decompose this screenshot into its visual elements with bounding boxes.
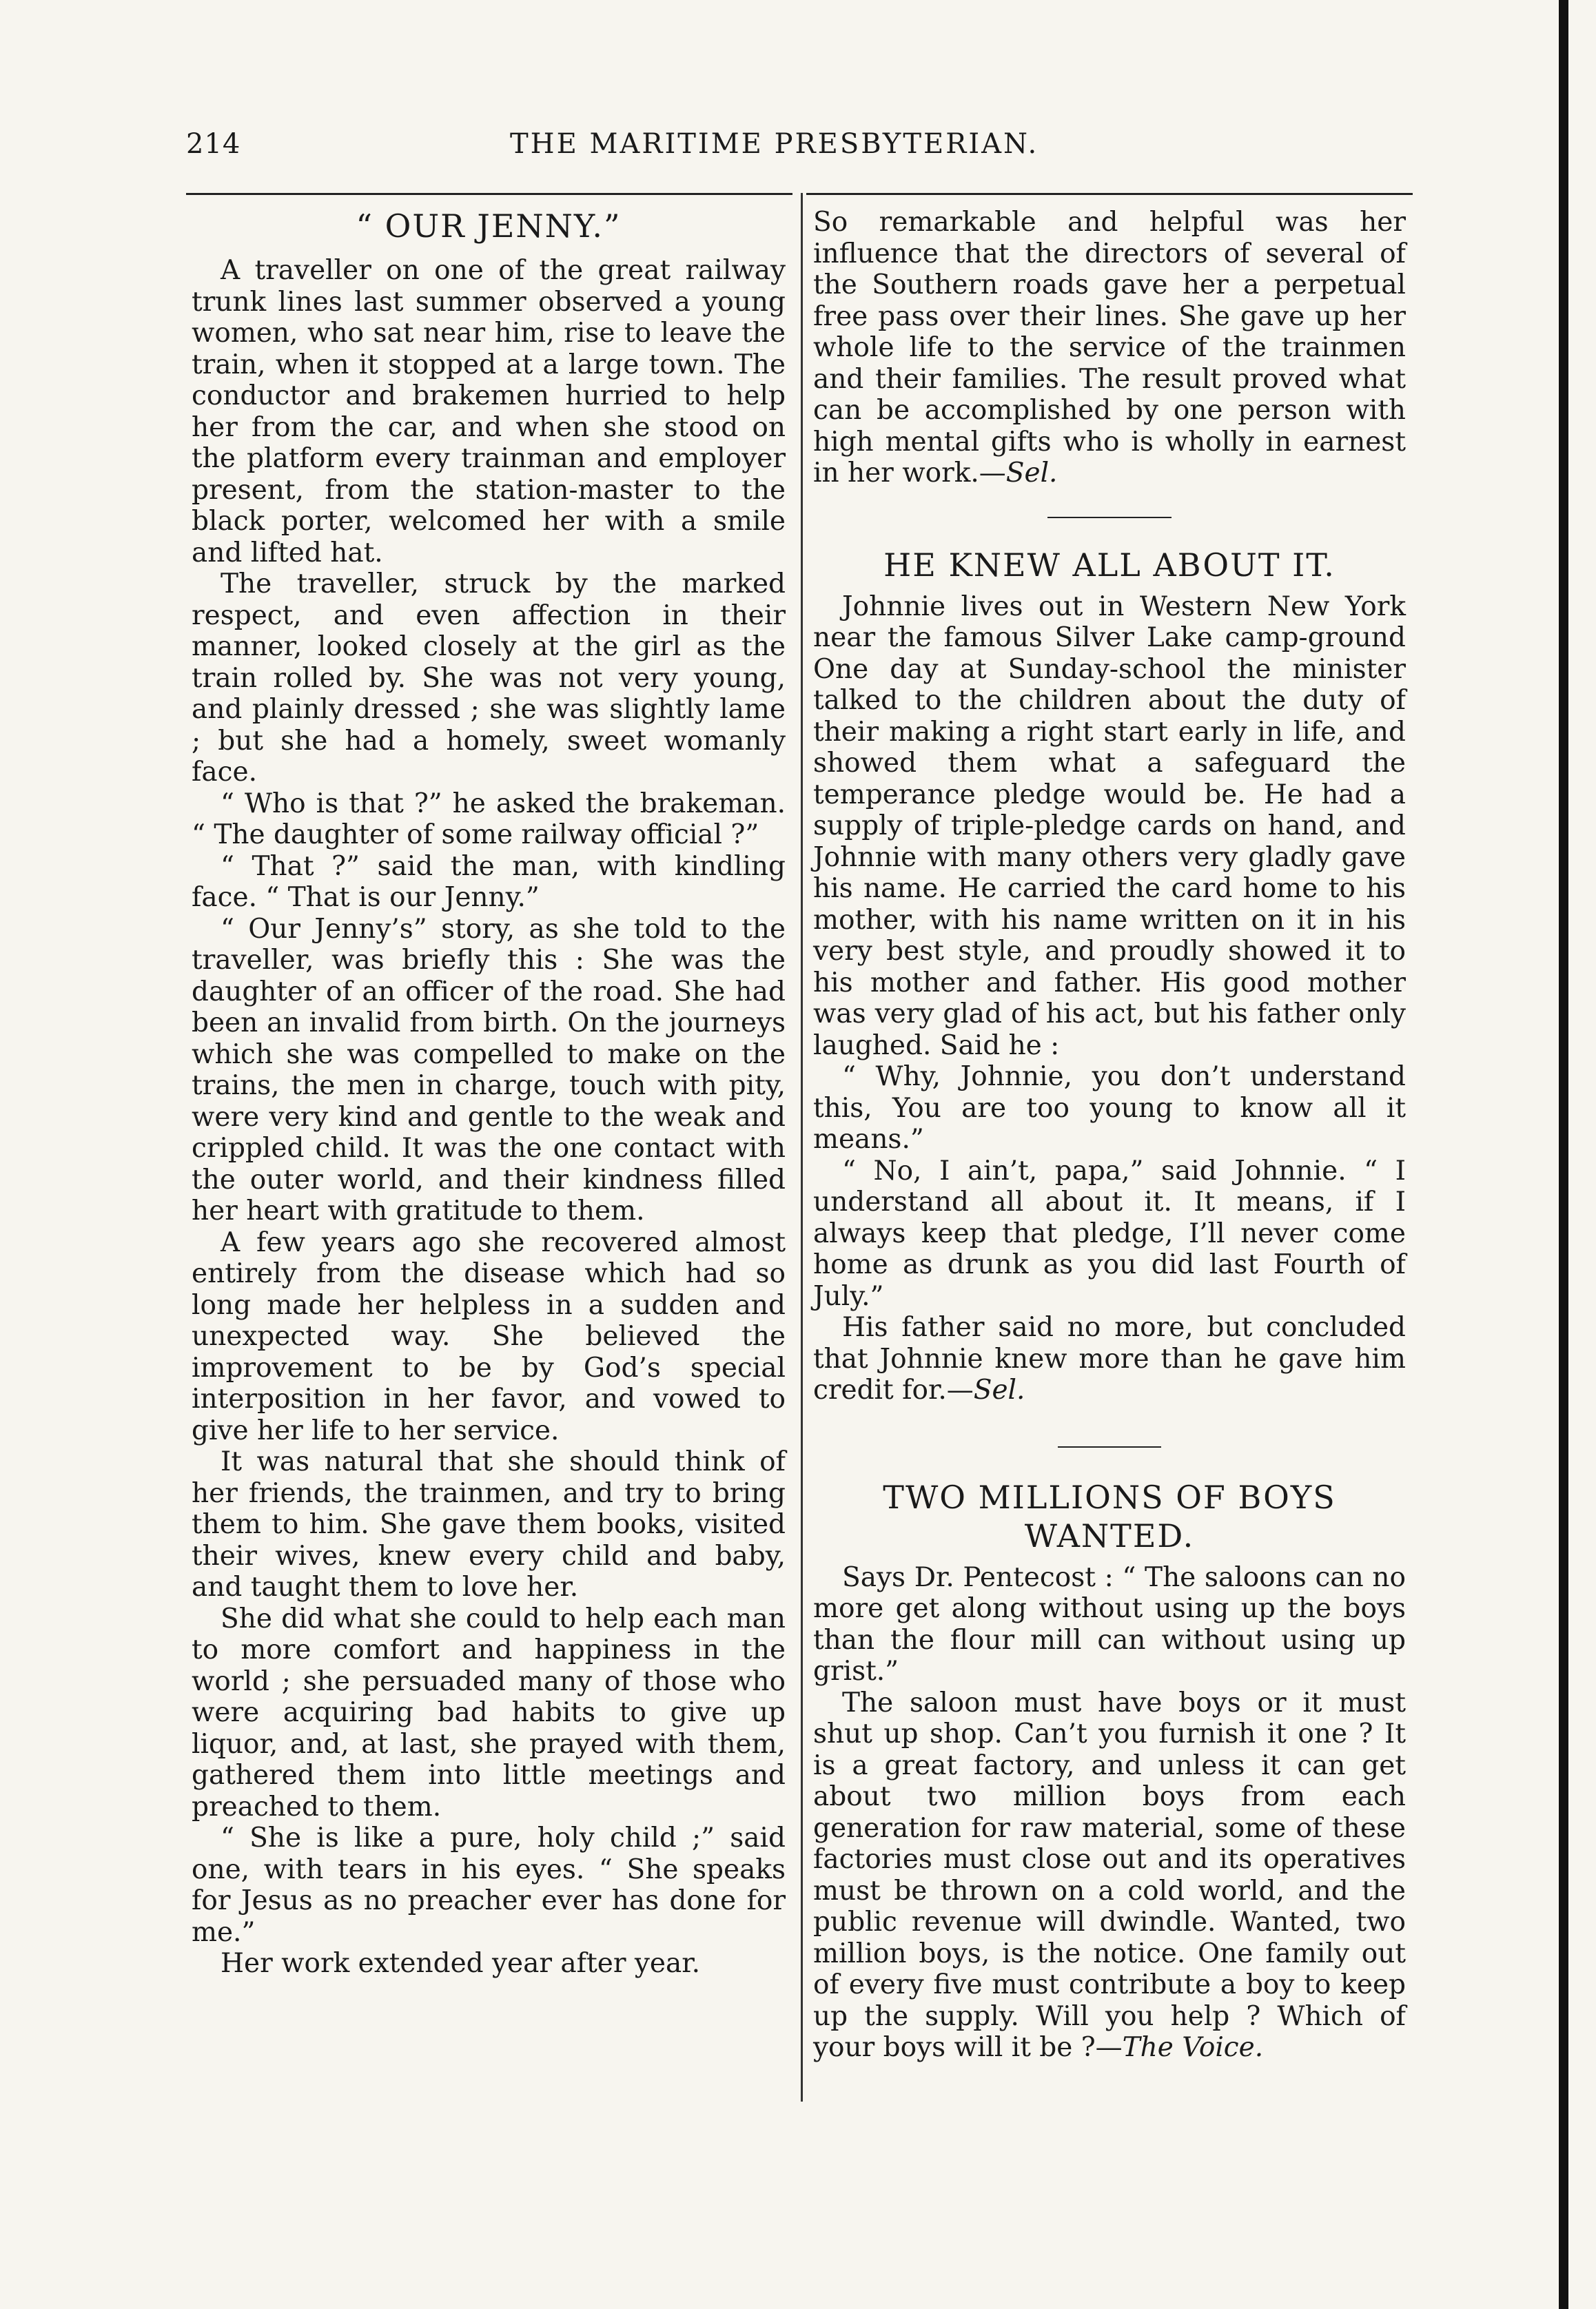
closing-text: The saloon must have boys or it must shut up shop. Can’t you furnish it one ? It is a great factory, and unless it can get about two million boys from each generation for raw material, some of these factories must close out and its operatives must be thrown on a cold world, and the public revenue will dwindle. Wanted, two million boys, is the notice. One family out of every five must contribute a boy to keep up the supply. Will you help ? Which of your boys will it be ?— xyxy=(813,1687,1406,2063)
section-separator xyxy=(1058,1446,1161,1448)
continuation-text: So remarkable and helpful was her influence that the directors of several of the Southern roads gave her a perpetual free pass over their lines. She gave up her whole life to the service of the trainmen and their families. The result proved what can be accomplished by one person with high mental gifts who is wholly in earnest in her work.— xyxy=(813,207,1406,489)
article-paragraph xyxy=(813,1312,1406,1406)
article-paragraph: She did what she could to help each man to more comfort and happiness in the world ; she persuaded many of those who were acquiring bad habits to give up liquor, and, at last, she prayed with them, gathered them into little meetings and preached to them. xyxy=(192,1603,786,1823)
article-paragraph: The traveller, struck by the marked respect, and even affection in their manner, looked closely at the girl as the train rolled by. She was not very young, and plainly dressed ; she was slightly lame ; but she had a homely, sweet womanly face. xyxy=(192,568,786,788)
article-paragraph: “ Why, Johnnie, you don’t understand this, You are too young to know all it means.” xyxy=(813,1061,1406,1155)
header-rule-left xyxy=(186,193,792,195)
article-paragraph: “ That ?” said the man, with kindling face. “ That is our Jenny.” xyxy=(192,850,786,913)
article-title-our-jenny: “ OUR JENNY.” xyxy=(356,207,622,245)
article-title-two-millions-of-boys-wanted: TWO MILLIONS OF BOYS WANTED. xyxy=(883,1478,1336,1554)
article-paragraph: A traveller on one of the great railway trunk lines last summer observed a young women, who sat near him, rise to leave the train, when it stopped at a large town. The conductor and brakemen hurried to help her from the car, and when she stood on the platform every trainman and employer present, from the station-master to the black porter, welcomed her with a smile and lifted hat. xyxy=(192,255,786,568)
header-rule-right xyxy=(806,193,1413,195)
page-header xyxy=(186,128,1413,170)
left-column xyxy=(192,207,786,1980)
article-paragraph: Says Dr. Pentecost : “ The saloons can no more get along without using up the boys than the flour mill can without using up grist.” xyxy=(813,1561,1406,1687)
article-paragraph: “ No, I ain’t, papa,” said Johnnie. “ I understand all about it. It means, if I always keep that pledge, I’ll never come home as drunk as you did last Fourth of July.” xyxy=(813,1155,1406,1312)
article-paragraph: Johnnie lives out in Western New York near the famous Silver Lake camp-ground One day at Sunday-school the minister talked to the children about the duty of their making a right start early in life, and showed them what a safeguard the temperance pledge would be. He had a supply of triple-pledge cards on hand, and Johnnie with many others very gladly gave his name. He carried the card home to his mother, with his name written on it in his very best style, and proudly showed it to his mother and father. His good mother was very glad of his act, but his father only laughed. Said he : xyxy=(813,591,1406,1061)
article-paragraph: “ Who is that ?” he asked the brakeman. “ The daughter of some railway official ?” xyxy=(192,788,786,850)
article-continuation xyxy=(813,207,1406,489)
right-column xyxy=(813,207,1406,2064)
column-divider xyxy=(801,193,803,2102)
article-signature: Sel. xyxy=(1005,458,1058,489)
section-separator xyxy=(1047,517,1172,518)
article-paragraph: A few years ago she recovered almost entirely from the disease which had so long made her helpless in a sudden and unexpected way. She believed the improvement to be by God’s special interposition in her favor, and vowed to give her life to her service. xyxy=(192,1227,786,1446)
article-paragraph: “ She is like a pure, holy child ;” said one, with tears in his eyes. “ She speaks for Jesus as no preacher ever has done for me.” xyxy=(192,1823,786,1948)
page-edge-shadow xyxy=(1559,0,1568,2309)
article-signature: Sel. xyxy=(973,1375,1025,1406)
article-paragraph: “ Our Jenny’s” story, as she told to the traveller, was briefly this : She was the daughter of an officer of the road. She had been an invalid from birth. On the journeys which she was compelled to make on the trains, the men in charge, touch with pity, were very kind and gentle to the weak and crippled child. It was the one contact with the outer world, and their kindness filled her heart with gratitude to them. xyxy=(192,913,786,1227)
closing-text: His father said no more, but concluded that Johnnie knew more than he gave him credit for.— xyxy=(813,1312,1406,1406)
article-paragraph: Her work extended year after year. xyxy=(221,1948,701,1979)
page-number: 214 xyxy=(186,128,241,160)
running-title: THE MARITIME PRESBYTERIAN. xyxy=(510,128,1039,160)
article-signature: The Voice. xyxy=(1122,2032,1264,2063)
article-title-he-knew-all-about-it: HE KNEW ALL ABOUT IT. xyxy=(883,546,1336,584)
article-paragraph xyxy=(813,1687,1406,2064)
article-paragraph: It was natural that she should think of her friends, the trainmen, and try to bring them to him. She gave them books, visited their wives, knew every child and baby, and taught them to love her. xyxy=(192,1446,786,1603)
